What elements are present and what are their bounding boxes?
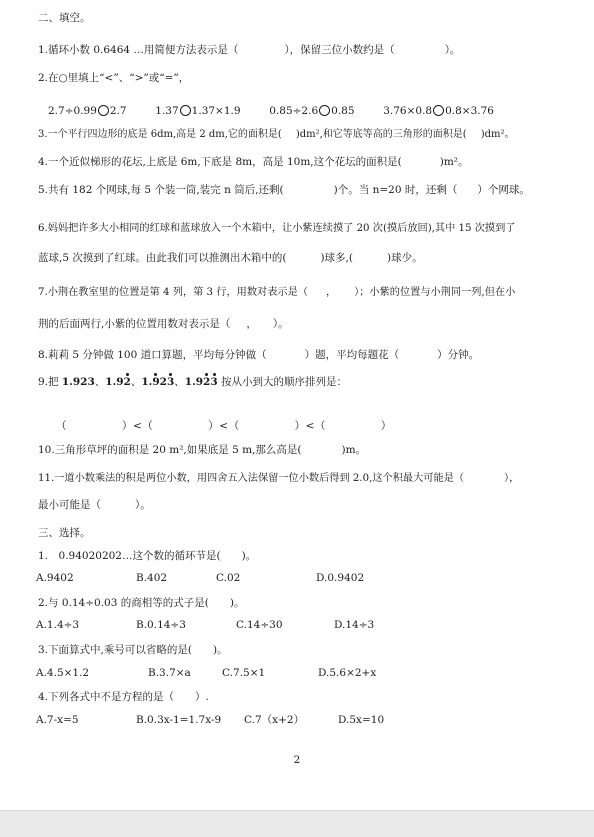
choice-question-2: 2.与 0.14÷0.03 的商相等的式子是( )。 bbox=[38, 597, 245, 609]
question-2: 2.在○里填上“<”、“>”或“=”， bbox=[38, 72, 190, 84]
option-d[interactable]: D.0.9402 bbox=[316, 572, 365, 584]
question-6-line-2: 蓝球,5 次摸到了红球。由此我们可以推测出木箱中的( )球多,( )球少。 bbox=[38, 252, 423, 264]
question-1: 1.循环小数 0.6464 …用简便方法表示是（ ），保留三位小数约是（ ）。 bbox=[38, 44, 461, 56]
option-a[interactable]: A.9402 bbox=[36, 572, 74, 584]
question-2-comparisons: 2.7÷0.99 2.7 1.37 1.37×1.9 0.85÷2.6 0.85 3.76×0.8 0.8×3.76 bbox=[48, 105, 494, 117]
question-9-order-blanks: （ ）<（ ）<（ ）<（ ） bbox=[56, 420, 392, 432]
option-b[interactable]: B.3.7×a bbox=[148, 667, 191, 679]
choice-question-4: 4.下列各式中不是方程的是（ ）. bbox=[38, 691, 209, 703]
option-d[interactable]: D.5.6×2+x bbox=[318, 667, 377, 679]
compare-circle[interactable] bbox=[319, 105, 330, 116]
option-a[interactable]: A.7-x=5 bbox=[36, 714, 79, 726]
question-3: 3.一个平行四边形的底是 6dm,高是 2 dm,它的面积是( )dm²,和它等底等高的三角形的面积是( )dm²。 bbox=[38, 129, 515, 140]
repeating-number-4: 1.923 bbox=[184, 376, 218, 388]
option-d[interactable]: D.14÷3 bbox=[334, 619, 375, 631]
option-b[interactable]: B.402 bbox=[136, 572, 168, 584]
option-c[interactable]: C.14÷30 bbox=[236, 619, 283, 631]
page-number: 2 bbox=[293, 754, 301, 766]
choice-question-3: 3.下面算式中,乘号可以省略的是( )。 bbox=[38, 644, 228, 656]
choice-question-1: 1. 0.94020202…这个数的循环节是( )。 bbox=[38, 550, 257, 562]
section-heading-fill-in: 二、填空。 bbox=[38, 12, 91, 24]
question-10: 10.三角形草坪的面积是 20 m²,如果底是 5 m,那么高是( )m。 bbox=[38, 444, 367, 456]
compare-circle[interactable] bbox=[433, 105, 444, 116]
option-d[interactable]: D.5x=10 bbox=[338, 714, 385, 726]
repeating-number-3: 1.923 bbox=[141, 376, 175, 388]
option-b[interactable]: B.0.14÷3 bbox=[136, 619, 186, 631]
repeating-number-2: 1.92 bbox=[105, 376, 131, 388]
question-5: 5.共有 182 个网球,每 5 个装一筒,装完 n 筒后,还剩( )个。当 n=20 时，还剩（ ）个网球。 bbox=[38, 184, 530, 196]
question-8: 8.莉莉 5 分钟做 100 道口算题，平均每分钟做（ ）题，平均每题花（ ）分钟。 bbox=[38, 349, 480, 361]
question-7-line-1: 7.小荆在教室里的位置是第 4 列，第 3 行，用数对表示是（ ， ）；小紫的位置与小荆同一列,但在小 bbox=[38, 287, 516, 298]
option-b[interactable]: B.0.3x-1=1.7x-9 bbox=[136, 714, 222, 726]
option-a[interactable]: A.4.5×1.2 bbox=[36, 667, 90, 679]
viewer-bottom-bar bbox=[0, 810, 594, 837]
question-9: 9.把 1.923、1.92、1.923、1.923 按从小到大的顺序排列是： bbox=[38, 376, 348, 388]
question-11-line-1: 11.一道小数乘法的积是两位小数，用四舍五入法保留一位小数后得到 2.0,这个积最大可能是（ ）， bbox=[38, 473, 520, 484]
option-c[interactable]: C.7（x+2） bbox=[244, 714, 305, 726]
option-c[interactable]: C.02 bbox=[216, 572, 241, 584]
question-4: 4.一个近似梯形的花坛,上底是 6m,下底是 8m，高是 10m,这个花坛的面积是( )m²。 bbox=[38, 156, 469, 168]
section-heading-choice: 三、选择。 bbox=[38, 527, 91, 539]
question-6-line-1: 6.妈妈把许多大小相同的红球和蓝球放入一个木箱中，让小紫连续摸了 20 次(摸后放回),其中 15 次摸到了 bbox=[38, 223, 516, 234]
option-c[interactable]: C.7.5×1 bbox=[222, 667, 266, 679]
question-7-line-2: 荆的后面两行,小紫的位置用数对表示是（ ， ）。 bbox=[38, 318, 289, 330]
question-11-line-2: 最小可能是（ ）。 bbox=[38, 499, 151, 511]
compare-circle[interactable] bbox=[180, 105, 191, 116]
option-a[interactable]: A.1.4÷3 bbox=[36, 619, 80, 631]
compare-circle[interactable] bbox=[98, 105, 109, 116]
